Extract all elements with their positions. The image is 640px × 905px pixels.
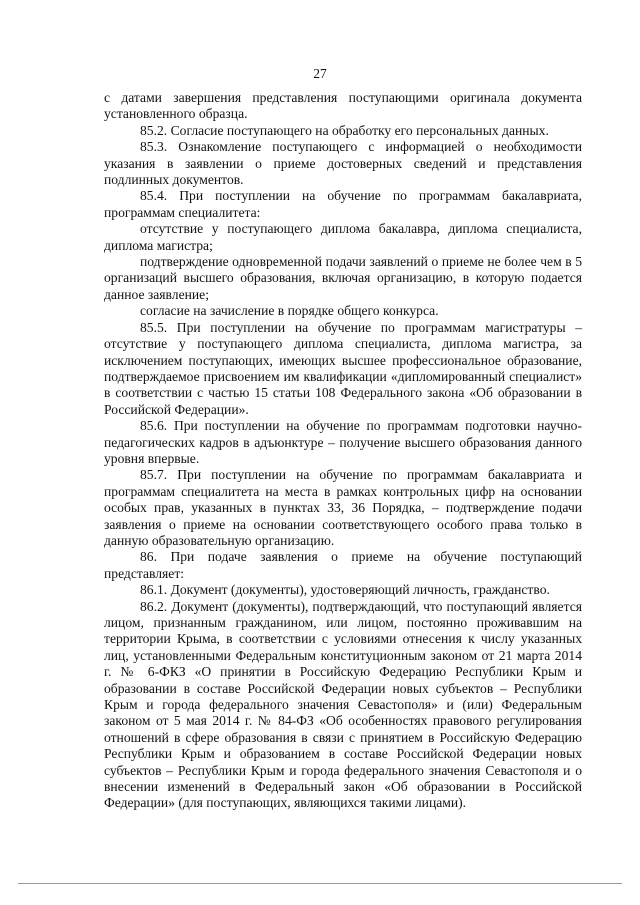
paragraph-86-1: 86.1. Документ (документы), удостоверяющий личность, гражданство. xyxy=(140,582,550,598)
paragraph-continuation: с датами завершения представления поступающими оригинала документа установленного образца. xyxy=(104,90,582,122)
paragraph-85-6: 85.6. При поступлении на обучение по программам подготовки научно-педагогических кадров в адъюнктуре – получение высшего образования данного уровня впервые. xyxy=(104,418,582,466)
paragraph-85-4: 85.4. При поступлении на обучение по программам бакалавриата, программам специалитета: xyxy=(104,188,582,220)
paragraph-85-4-item-2: подтверждение одновременной подачи заявлений о приеме не более чем в 5 организаций высшего образования, включая организацию, в которую подается данное заявление; xyxy=(104,254,582,302)
paragraph-85-7: 85.7. При поступлении на обучение по программам бакалавриата и программам специалитета на места в рамках контрольных цифр на основании особых прав, указанных в пунктах 33, 36 Порядка, – подтверждение подачи заявления о приеме на основании соответствующего особого права только в данную образовательную организацию. xyxy=(104,467,582,548)
paragraph-85-3: 85.3. Ознакомление поступающего с информацией о необходимости указания в заявлении о приеме достоверных сведений и представления подлинных документов. xyxy=(104,139,582,188)
document-body xyxy=(104,90,582,812)
paragraph-86: 86. При подаче заявления о приеме на обучение поступающий представляет: xyxy=(104,549,582,581)
paragraph-85-4-item-3: согласие на зачисление в порядке общего конкурса. xyxy=(140,303,439,319)
paragraph-85-5: 85.5. При поступлении на обучение по программам магистратуры – отсутствие у поступающего диплома специалиста, диплома магистра, за исключением поступающих, имеющих высшее профессиональное образование, подтверждаемое присвоением им квалификации «дипломированный специалист» в соответствии с частью 15 статьи 108 Федерального закона «Об образовании в Российской Федерации». xyxy=(104,319,582,417)
page-bottom-rule xyxy=(18,883,622,884)
paragraph-86-2: 86.2. Документ (документы), подтверждающий, что поступающий является лицом, признанным гражданином, или лицом, постоянно проживавшим на территории Крыма, в соответствии с условиями отнесения к числу указанных лиц, установленными Федеральным конституционным законом от 21 марта 2014 г. № 6-ФКЗ «О принятии в Российскую Федерацию Республики Крым и образовании в составе Российской Федерации новых субъектов – Республики Крым и города федерального значения Севастополя» и (или) Федеральным законом от 5 мая 2014 г. № 84-ФЗ «Об особенностях правового регулирования отношений в сфере образования в связи с принятием в Российскую Федерацию Республики Крым и образованием в составе Российской Федерации новых субъектов – Республики Крым и города федерального значения Севастополя и о внесении изменений в Федеральный закон «Об образовании в Российской Федерации» (для поступающих, являющихся такими лицами). xyxy=(104,598,582,811)
page-number: 27 xyxy=(313,66,327,81)
paragraph-85-4-item-1: отсутствие у поступающего диплома бакалавра, диплома специалиста, диплома магистра; xyxy=(104,221,582,253)
paragraph-85-2: 85.2. Согласие поступающего на обработку его персональных данных. xyxy=(140,122,549,138)
